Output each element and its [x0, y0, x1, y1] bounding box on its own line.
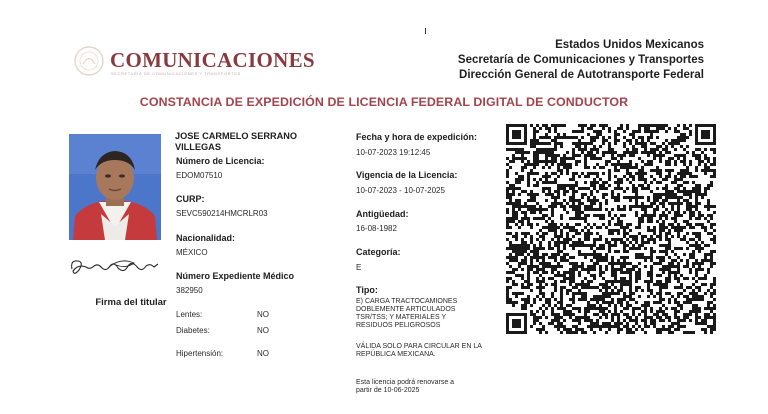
issued-at-label: Fecha y hora de expedición: — [356, 132, 478, 142]
category-value: E — [356, 263, 362, 272]
medical-record-value: 382950 — [176, 286, 203, 295]
medical-record-label: Número Expediente Médico — [176, 271, 295, 281]
qr-code — [506, 124, 716, 336]
issuer-secretariat: Secretaría de Comunicaciones y Transportes — [457, 54, 704, 66]
lentes-label: Lentes: — [176, 310, 203, 319]
hypertension-label: Hipertensión: — [176, 349, 224, 358]
category-label: Categoría: — [356, 247, 401, 257]
scan-mark — [425, 28, 426, 34]
government-emblem-icon — [73, 44, 105, 78]
lentes-value: NO — [257, 310, 269, 319]
curp-value: SEVC590214HMCRLR03 — [176, 209, 268, 218]
brand-logo-text: COMUNICACIONES — [110, 48, 315, 72]
curp-label: CURP: — [176, 194, 205, 204]
nationality-value: MÉXICO — [176, 248, 208, 257]
seniority-label: Antigüedad: — [356, 209, 409, 219]
qr-finder-pattern — [506, 124, 527, 145]
hypertension-value: NO — [257, 349, 269, 358]
license-number-label: Número de Licencia: — [176, 156, 265, 166]
license-number-value: EDOM07510 — [176, 171, 223, 180]
seniority-value: 16-08-1982 — [356, 224, 397, 233]
issuer-country: Estados Unidos Mexicanos — [555, 39, 704, 51]
validity-value: 10-07-2023 - 10-07-2025 — [356, 186, 445, 195]
document-title: CONSTANCIA DE EXPEDICIÓN DE LICENCIA FEDERAL DIGITAL DE CONDUCTOR — [139, 95, 629, 109]
diabetes-label: Diabetes: — [176, 326, 210, 335]
issued-at-value: 10-07-2023 19:12:45 — [356, 148, 431, 157]
type-value: E) CARGA TRACTOCAMIONES DOBLEMENTE ARTICULADOS TSR/TSS; Y MATERIALES Y RESIDUOS PELIGROSOS — [356, 298, 458, 329]
valid-territory-note: VÁLIDA SOLO PARA CIRCULAR EN LA REPÚBLICA MEXICANA. — [356, 343, 482, 358]
holder-photo — [69, 134, 161, 240]
diabetes-value: NO — [257, 326, 269, 335]
signature-caption: Firma del titular — [95, 297, 167, 308]
renewal-note: Esta licencia podrá renovarse a partir de 10-06-2025 — [356, 379, 455, 394]
validity-label: Vigencia de la Licencia: — [356, 170, 458, 180]
brand-subtitle: SECRETARÍA DE COMUNICACIONES Y TRANSPORTES — [111, 71, 241, 76]
issuer-block — [458, 38, 704, 83]
holder-name: JOSE CARMELO SERRANO VILLEGAS — [175, 131, 298, 152]
issuer-directorate: Dirección General de Autotransporte Federal — [459, 69, 704, 81]
nationality-label: Nacionalidad: — [176, 233, 236, 243]
qr-finder-pattern — [506, 313, 527, 334]
holder-signature — [68, 254, 162, 280]
qr-finder-pattern — [695, 124, 716, 145]
type-label: Tipo: — [356, 285, 378, 295]
